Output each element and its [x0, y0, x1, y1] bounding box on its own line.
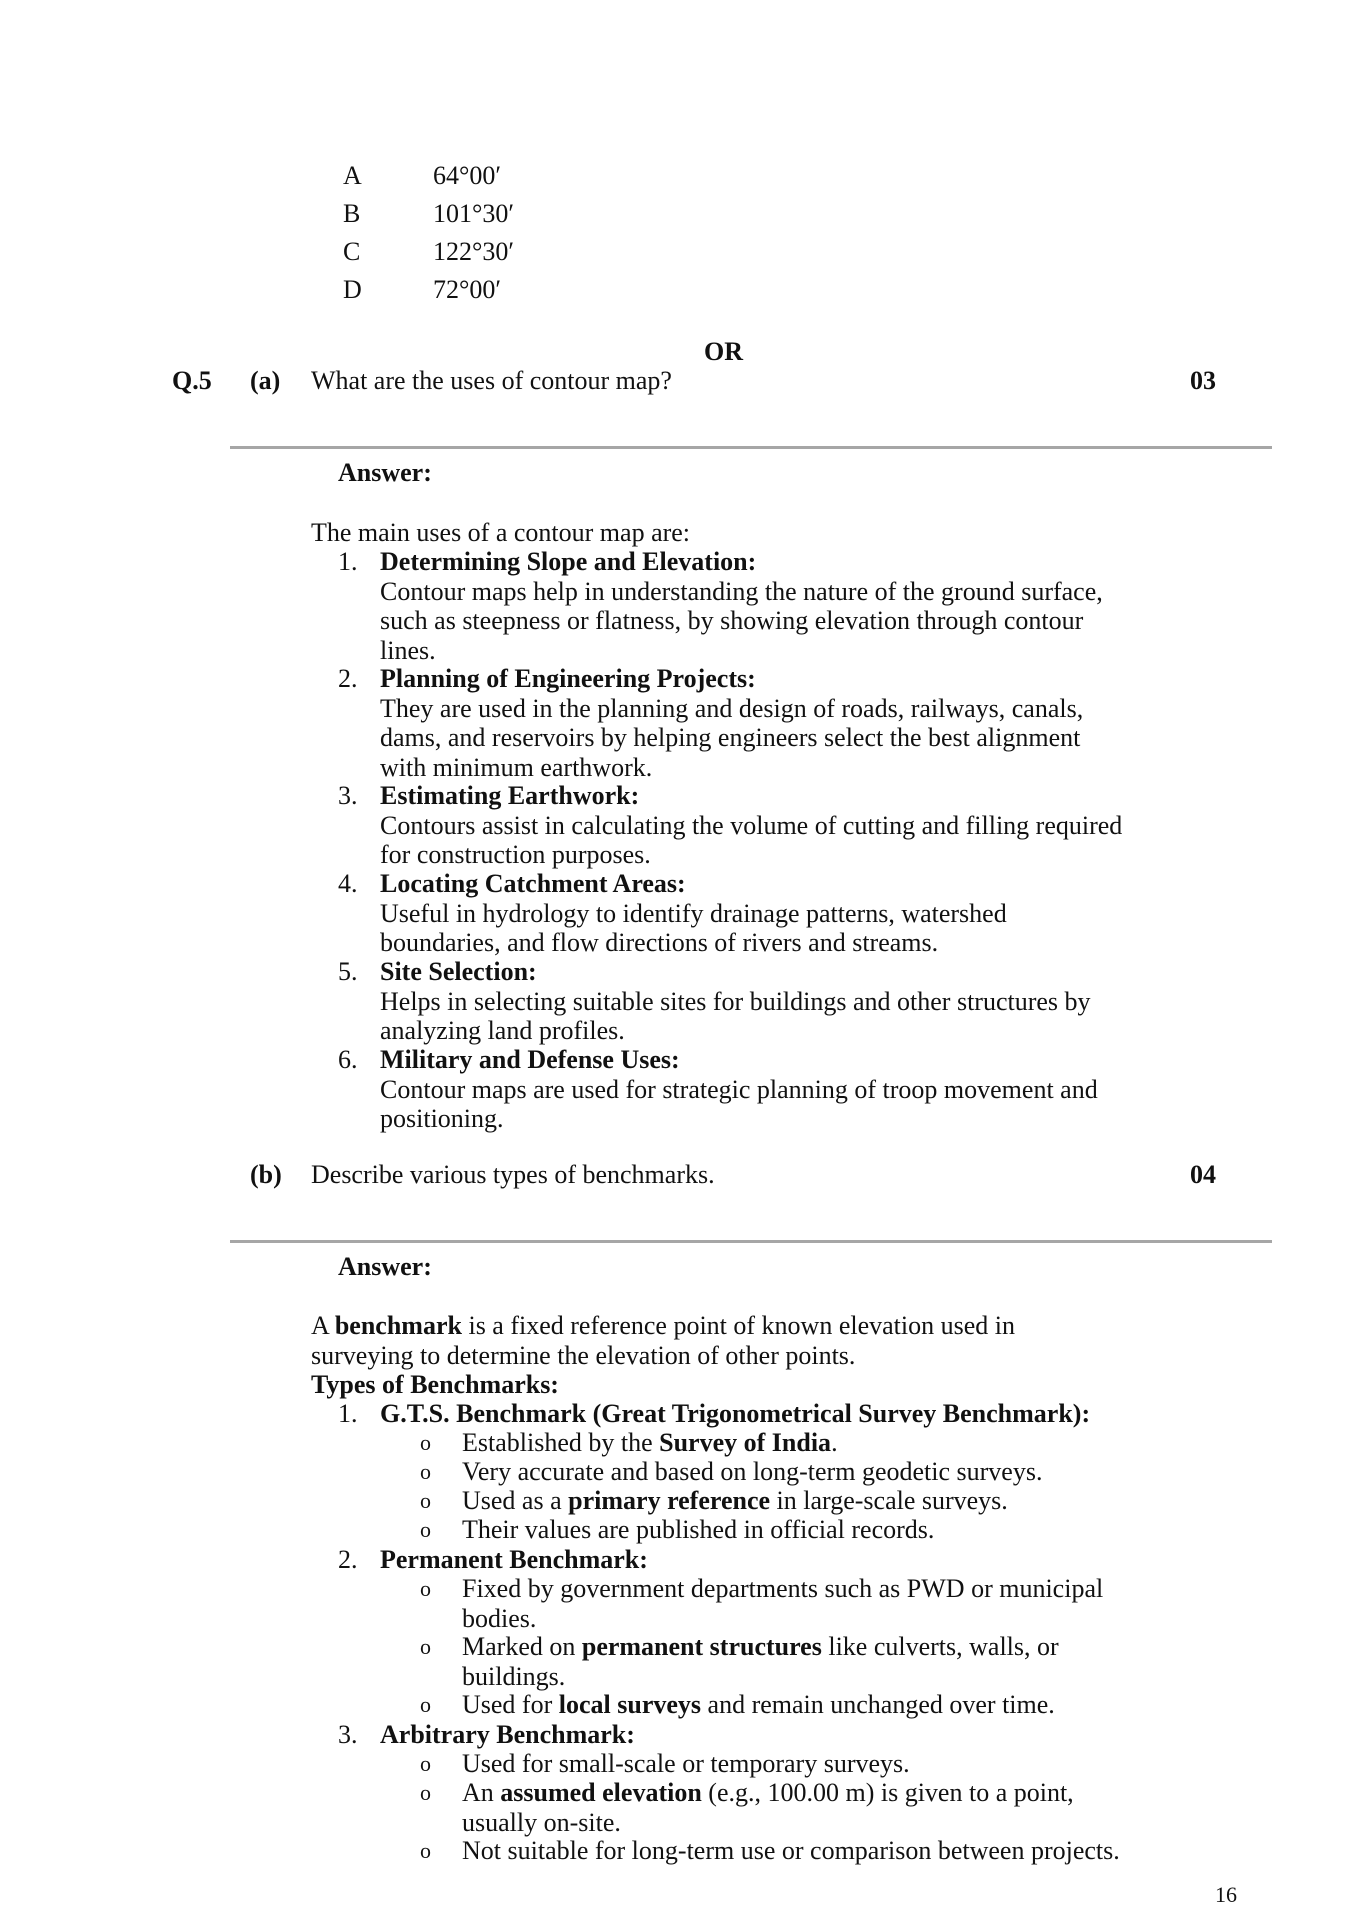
- marks: 03: [1190, 366, 1216, 395]
- bullet-text: Used as a primary reference in large-scale surveys.: [462, 1486, 1008, 1515]
- bullet-icon: o: [420, 1838, 431, 1863]
- bullet-icon: o: [420, 1576, 431, 1601]
- bullet-icon: o: [420, 1430, 431, 1455]
- divider: [230, 1240, 1272, 1243]
- list-number: 3.: [338, 1720, 358, 1749]
- item-line: lines.: [380, 635, 436, 665]
- type-title: Arbitrary Benchmark:: [380, 1720, 635, 1749]
- divider: [230, 446, 1272, 449]
- item-title: Site Selection:: [380, 957, 537, 986]
- item-line: Useful in hydrology to identify drainage patterns, watershed: [380, 898, 1007, 928]
- option-value: 72°00′: [433, 275, 502, 304]
- bullet-icon: o: [420, 1751, 431, 1776]
- list-item: [380, 957, 1180, 1046]
- list-number: 2.: [338, 664, 358, 693]
- subquestion-label: (b): [250, 1160, 282, 1189]
- type-title: Permanent Benchmark:: [380, 1545, 648, 1574]
- item-line: analyzing land profiles.: [380, 1016, 625, 1045]
- item-line: Contours assist in calculating the volume of cutting and filling required: [380, 810, 1123, 840]
- intro-text: is a fixed reference point of known elevation used in: [461, 1311, 1016, 1340]
- bullet-icon: o: [420, 1692, 431, 1717]
- bullet-text: Fixed by government departments such as PWD or municipal bodies.: [462, 1574, 1104, 1633]
- option-letter: C: [343, 237, 361, 266]
- item-line: with minimum earthwork.: [380, 752, 653, 782]
- bullet-icon: o: [420, 1780, 431, 1805]
- bullet-text: An assumed elevation (e.g., 100.00 m) is given to a point, usually on-site.: [462, 1778, 1074, 1837]
- bullet-text: Not suitable for long-term use or comparison between projects.: [462, 1836, 1120, 1865]
- option-letter: B: [343, 199, 361, 228]
- page-number: 16: [1215, 1882, 1237, 1907]
- item-line: positioning.: [380, 1104, 504, 1133]
- intro-bold-term: benchmark: [334, 1311, 462, 1340]
- list-number: 3.: [338, 781, 358, 810]
- item-line: for construction purposes.: [380, 840, 651, 869]
- subquestion-label: (a): [250, 366, 281, 395]
- item-line: Contour maps help in understanding the nature of the ground surface,: [380, 576, 1103, 606]
- option-value: 122°30′: [433, 237, 515, 266]
- list-item: [380, 869, 1180, 958]
- list-number: 5.: [338, 957, 358, 986]
- answer-intro: The main uses of a contour map are:: [311, 518, 691, 547]
- bullet-icon: o: [420, 1517, 431, 1542]
- bullet-text: Very accurate and based on long-term geodetic surveys.: [462, 1457, 1043, 1486]
- bullet-text: Used for small-scale or temporary surveys.: [462, 1749, 910, 1778]
- answer-heading: Answer:: [338, 458, 432, 487]
- item-line: Helps in selecting suitable sites for buildings and other structures by: [380, 986, 1091, 1016]
- list-item: [380, 547, 1180, 665]
- item-title: Planning of Engineering Projects:: [380, 664, 756, 693]
- bullet-text: Their values are published in official records.: [462, 1515, 935, 1544]
- option-value: 101°30′: [433, 199, 515, 228]
- bullet-icon: o: [420, 1459, 431, 1484]
- list-number: 4.: [338, 869, 358, 898]
- item-line: Contour maps are used for strategic planning of troop movement and: [380, 1074, 1098, 1104]
- item-title: Locating Catchment Areas:: [380, 869, 686, 898]
- bullet-icon: o: [420, 1488, 431, 1513]
- answer-intro: [311, 1311, 1211, 1400]
- type-title: G.T.S. Benchmark (Great Trigonometrical Survey Benchmark):: [380, 1399, 1091, 1428]
- option-letter: D: [343, 275, 362, 304]
- bullet-text: Used for local surveys and remain unchanged over time.: [462, 1690, 1055, 1719]
- option-value: 64°00′: [433, 161, 502, 190]
- answer-heading: Answer:: [338, 1252, 432, 1281]
- item-title: Estimating Earthwork:: [380, 781, 640, 810]
- item-line: boundaries, and flow directions of rivers and streams.: [380, 928, 939, 957]
- or-label: OR: [704, 337, 743, 366]
- option-letter: A: [343, 161, 362, 190]
- question-text: Describe various types of benchmarks.: [311, 1160, 715, 1189]
- bullet-icon: o: [420, 1634, 431, 1659]
- list-number: 6.: [338, 1045, 358, 1074]
- list-item: [380, 781, 1180, 870]
- marks: 04: [1190, 1160, 1216, 1189]
- intro-text: A: [311, 1311, 335, 1340]
- question-text: What are the uses of contour map?: [311, 366, 672, 395]
- list-number: 1.: [338, 547, 358, 576]
- intro-line: surveying to determine the elevation of other points.: [311, 1340, 856, 1370]
- item-title: Military and Defense Uses:: [380, 1045, 680, 1074]
- list-item: [380, 1045, 1180, 1134]
- item-title: Determining Slope and Elevation:: [380, 547, 757, 576]
- item-line: They are used in the planning and design of roads, railways, canals,: [380, 693, 1084, 723]
- bullet-text: Marked on permanent structures like culverts, walls, or buildings.: [462, 1632, 1059, 1691]
- question-number: Q.5: [172, 366, 212, 395]
- list-number: 2.: [338, 1545, 358, 1574]
- item-line: such as steepness or flatness, by showing elevation through contour: [380, 606, 1084, 635]
- list-number: 1.: [338, 1399, 358, 1428]
- bullet-text: Established by the Survey of India.: [462, 1428, 838, 1457]
- list-item: [380, 664, 1180, 782]
- item-line: dams, and reservoirs by helping engineers select the best alignment: [380, 723, 1081, 752]
- types-heading: Types of Benchmarks:: [311, 1370, 559, 1399]
